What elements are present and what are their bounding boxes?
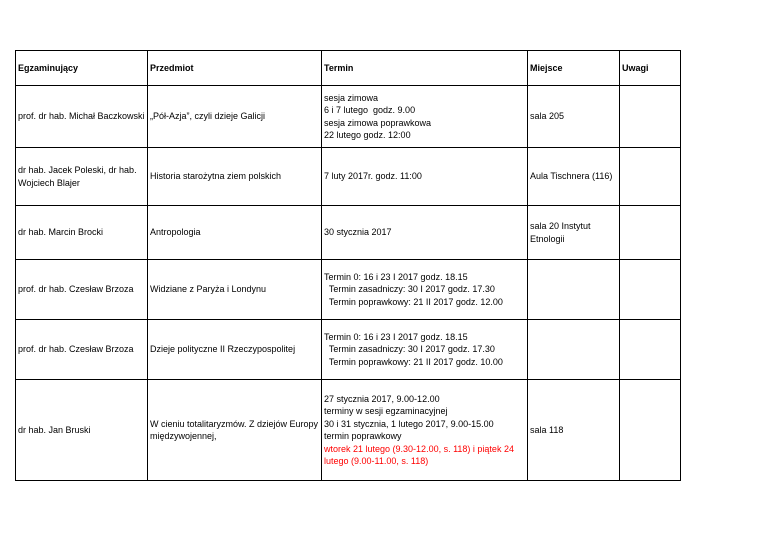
date-line: Termin zasadniczy: 30 I 2017 godz. 17.30: [324, 344, 495, 355]
notes-cell: [620, 86, 681, 148]
examiner-cell: dr hab. Jan Bruski: [16, 380, 148, 481]
date-line: Termin poprawkowy: 21 II 2017 godz. 10.00: [324, 356, 503, 367]
date-line: terminy w sesji egzaminacyjnej: [324, 406, 448, 416]
header-notes: Uwagi: [620, 51, 681, 86]
table-row: [16, 206, 681, 260]
subject-cell: Antropologia: [148, 206, 322, 260]
notes-cell: [620, 320, 681, 380]
subject-cell: Dzieje polityczne II Rzeczypospolitej: [148, 320, 322, 380]
date-line: 27 stycznia 2017, 9.00-12.00: [324, 393, 440, 404]
table-row: [16, 260, 681, 320]
date-line: Termin 0: 16 i 23 I 2017 godz. 18.15: [324, 331, 468, 342]
subject-cell: „Pół-Azja”, czyli dzieje Galicji: [148, 86, 322, 148]
subject-cell: W cieniu totalitaryzmów. Z dziejów Europy międzywojennej,: [148, 380, 322, 481]
date-line: Termin 0: 16 i 23 I 2017 godz. 18.15: [324, 271, 468, 282]
header-date: Termin: [322, 51, 528, 86]
date-line: wtorek 21 lutego (9.30-12.00, s. 118) i piątek 24: [324, 443, 514, 454]
date-cell: [322, 380, 528, 481]
notes-cell: [620, 260, 681, 320]
date-cell: [322, 260, 528, 320]
place-cell: [528, 320, 620, 380]
notes-cell: [620, 380, 681, 481]
notes-cell: [620, 148, 681, 206]
date-line: Termin poprawkowy: 21 II 2017 godz. 12.00: [324, 296, 503, 307]
table-row: [16, 86, 681, 148]
exam-schedule-table: [15, 50, 681, 481]
table-row: [16, 380, 681, 481]
notes-cell: [620, 206, 681, 260]
date-line: 6 i 7 lutego godz. 9.00: [324, 105, 416, 115]
header-row: [16, 51, 681, 86]
examiner-cell: prof. dr hab. Michał Baczkowski: [16, 86, 148, 148]
subject-cell: Widziane z Paryża i Londynu: [148, 260, 322, 320]
examiner-cell: dr hab. Jacek Poleski, dr hab. Wojciech Blajer: [16, 148, 148, 206]
date-line: 22 lutego godz. 12:00: [324, 130, 411, 140]
date-line: lutego (9.00-11.00, s. 118): [324, 456, 429, 466]
header-place: Miejsce: [528, 51, 620, 86]
subject-cell: Historia starożytna ziem polskich: [148, 148, 322, 206]
table-row: [16, 320, 681, 380]
date-cell: [322, 206, 528, 260]
date-cell: [322, 86, 528, 148]
date-cell: [322, 320, 528, 380]
place-cell: [528, 260, 620, 320]
date-line: 7 luty 2017r. godz. 11:00: [324, 171, 422, 182]
date-line: 30 i 31 stycznia, 1 lutego 2017, 9.00-15.00: [324, 418, 494, 429]
date-line: 30 stycznia 2017: [324, 227, 392, 238]
place-cell: sala 20 Instytut Etnologii: [528, 206, 620, 260]
date-line: sesja zimowa: [324, 92, 379, 103]
header-subject: Przedmiot: [148, 51, 322, 86]
place-cell: sala 205: [528, 86, 620, 148]
table-row: [16, 148, 681, 206]
examiner-cell: dr hab. Marcin Brocki: [16, 206, 148, 260]
header-examiner: Egzaminujący: [16, 51, 148, 86]
place-cell: sala 118: [528, 380, 620, 481]
date-cell: [322, 148, 528, 206]
date-line: termin poprawkowy: [324, 431, 402, 441]
date-line: sesja zimowa poprawkowa: [324, 117, 432, 128]
date-line: Termin zasadniczy: 30 I 2017 godz. 17.30: [324, 284, 495, 295]
examiner-cell: prof. dr hab. Czesław Brzoza: [16, 260, 148, 320]
examiner-cell: prof. dr hab. Czesław Brzoza: [16, 320, 148, 380]
place-cell: Aula Tischnera (116): [528, 148, 620, 206]
